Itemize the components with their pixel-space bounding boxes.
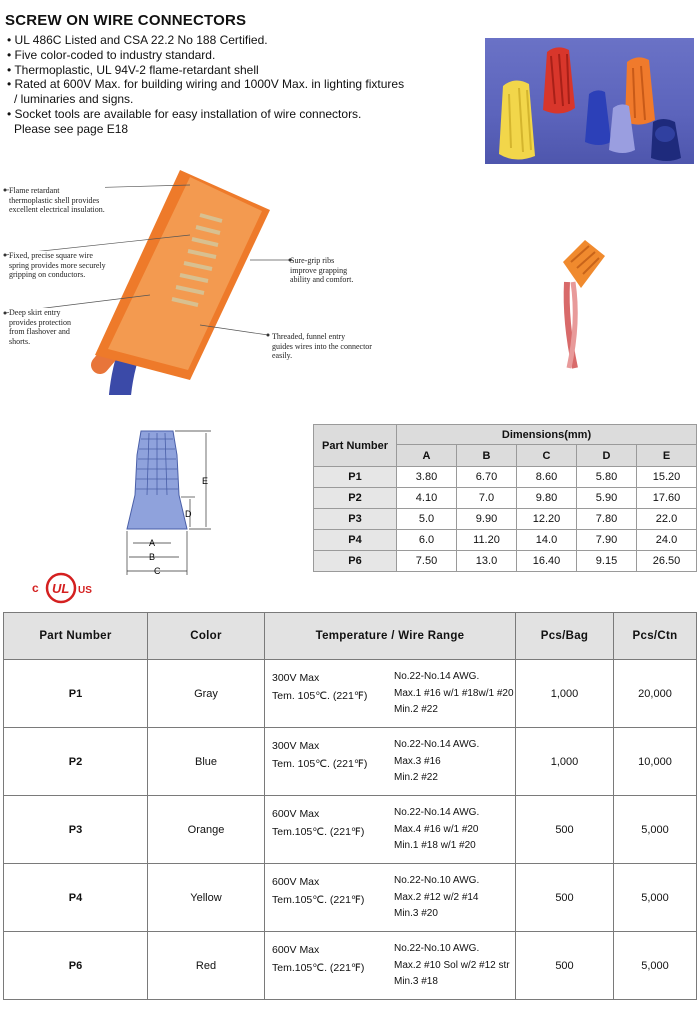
dimension-drawing-svg [115, 425, 225, 580]
dim-value: 7.90 [577, 530, 637, 551]
dim-part: P1 [314, 467, 397, 488]
logo-c: c [32, 581, 39, 595]
specs-ctn: 5,000 [614, 796, 697, 864]
culus-logo-svg [30, 568, 96, 608]
temp-line: Tem. 105℃. (221℉) [272, 758, 368, 770]
range-line: Min.2 #22 [394, 772, 438, 783]
specs-range-cell [265, 932, 516, 1000]
temp-line: 600V Max [272, 808, 320, 820]
dim-label-b: B [149, 552, 156, 562]
dim-value: 26.50 [637, 551, 697, 572]
specs-range-cell [265, 660, 516, 728]
specs-header-color: Color [148, 613, 265, 660]
temp-line: Tem. 105℃. (221℉) [272, 690, 368, 702]
temp-line: Tem.105℃. (221℉) [272, 894, 365, 906]
table-row [4, 796, 697, 864]
callout-sure-grip-ribs: Sure-grip ribs improve grapping ability and comfort. [290, 256, 354, 284]
specs-range-cell [265, 796, 516, 864]
range-line: No.22-No.14 AWG. [394, 671, 480, 682]
range-line: Min.1 #18 w/1 #20 [394, 840, 476, 851]
dim-value: 5.0 [397, 509, 457, 530]
range-line: Min.3 #18 [394, 976, 438, 987]
logo-us: US [78, 585, 92, 596]
dim-part: P6 [314, 551, 397, 572]
callout-threaded-entry: Threaded, funnel entry guides wires into the connector easily. [272, 332, 372, 360]
dim-col-header: D [577, 445, 637, 467]
dim-value: 7.50 [397, 551, 457, 572]
feature-item: • Five color-coded to industry standard. [7, 48, 447, 63]
feature-item: • Rated at 600V Max. for building wiring and 1000V Max. in lighting fixtures [7, 77, 447, 92]
specs-range-cell [265, 864, 516, 932]
specs-header-ctn: Pcs/Ctn [614, 613, 697, 660]
dim-value: 17.60 [637, 488, 697, 509]
dim-value: 7.0 [457, 488, 517, 509]
dim-label-c: C [154, 566, 161, 576]
table-row [314, 551, 697, 572]
dim-value: 12.20 [517, 509, 577, 530]
dim-value: 16.40 [517, 551, 577, 572]
specs-ctn: 5,000 [614, 932, 697, 1000]
dim-part: P2 [314, 488, 397, 509]
dim-value: 5.80 [577, 467, 637, 488]
dim-value: 14.0 [517, 530, 577, 551]
specs-ctn: 5,000 [614, 864, 697, 932]
product-photo [485, 38, 694, 164]
specs-ctn: 20,000 [614, 660, 697, 728]
temp-line: 600V Max [272, 876, 320, 888]
feature-item: • Socket tools are available for easy installation of wire connectors. [7, 107, 447, 122]
temp-line: 300V Max [272, 740, 320, 752]
culus-logo [30, 568, 96, 608]
specs-bag: 1,000 [516, 728, 614, 796]
range-line: Max.2 #10 Sol w/2 #12 str [394, 959, 510, 971]
dim-label-e: E [202, 476, 209, 486]
dim-value: 6.0 [397, 530, 457, 551]
specs-table [3, 612, 697, 1000]
specs-part: P1 [4, 660, 148, 728]
table-row [314, 530, 697, 551]
dim-label-a: A [149, 538, 156, 548]
table-row [4, 932, 697, 1000]
dim-value: 22.0 [637, 509, 697, 530]
feature-item: • UL 486C Listed and CSA 22.2 No 188 Certified. [7, 33, 447, 48]
temp-line: Tem.105℃. (221℉) [272, 826, 365, 838]
specs-bag: 500 [516, 932, 614, 1000]
feature-item-continued: / luminaries and signs. [14, 92, 134, 107]
range-line: No.22-No.10 AWG. [394, 943, 480, 954]
table-row [314, 467, 697, 488]
specs-color: Red [148, 932, 265, 1000]
specs-part: P2 [4, 728, 148, 796]
dim-col-header: B [457, 445, 517, 467]
temp-line: Tem.105℃. (221℉) [272, 962, 365, 974]
dim-value: 9.80 [517, 488, 577, 509]
range-line: Max.2 #12 w/2 #14 [394, 891, 479, 903]
callout-flame-retardant: Flame retardant thermoplastic shell provides excellent electrical insulation. [9, 186, 105, 214]
specs-header-bag: Pcs/Bag [516, 613, 614, 660]
dim-value: 7.80 [577, 509, 637, 530]
dim-value: 11.20 [457, 530, 517, 551]
range-line: No.22-No.14 AWG. [394, 739, 480, 750]
page-title: SCREW ON WIRE CONNECTORS [5, 12, 247, 29]
orange-connector-drawing [545, 232, 625, 372]
dimension-drawing [115, 425, 225, 580]
range-line: Min.3 #20 [394, 908, 438, 919]
range-line: Min.2 #22 [394, 704, 438, 715]
dim-col-header: A [397, 445, 457, 467]
callout-deep-skirt: Deep skirt entry provides protection from flashover and shorts. [9, 308, 71, 346]
dim-part: P4 [314, 530, 397, 551]
specs-color: Blue [148, 728, 265, 796]
specs-color: Orange [148, 796, 265, 864]
table-row [314, 509, 697, 530]
range-line: Max.1 #16 w/1 #18w/1 #20 [394, 687, 514, 699]
table-row [4, 728, 697, 796]
specs-part: P3 [4, 796, 148, 864]
feature-item: • Thermoplastic, UL 94V-2 flame-retardant shell [7, 63, 447, 78]
range-line: No.22-No.10 AWG. [394, 875, 480, 886]
dim-value: 15.20 [637, 467, 697, 488]
feature-list [7, 33, 447, 137]
specs-header-part: Part Number [4, 613, 148, 660]
specs-bag: 500 [516, 864, 614, 932]
specs-color: Yellow [148, 864, 265, 932]
table-row [314, 488, 697, 509]
dim-part: P3 [314, 509, 397, 530]
callout-square-wire-spring: Fixed, precise square wire spring provides more securely gripping on conductors. [9, 251, 106, 279]
dim-group-header: Dimensions(mm) [397, 425, 697, 445]
specs-range-cell [265, 728, 516, 796]
orange-connector-image [545, 232, 625, 372]
logo-ul: UL [52, 581, 70, 596]
specs-ctn: 10,000 [614, 728, 697, 796]
specs-color: Gray [148, 660, 265, 728]
dim-value: 13.0 [457, 551, 517, 572]
dim-col-header: E [637, 445, 697, 467]
specs-bag: 500 [516, 796, 614, 864]
dimensions-table [313, 424, 697, 572]
specs-part: P6 [4, 932, 148, 1000]
dim-value: 24.0 [637, 530, 697, 551]
feature-item-continued: Please see page E18 [14, 121, 129, 136]
cutaway-illustration [0, 165, 420, 395]
dim-value: 5.90 [577, 488, 637, 509]
table-row [4, 864, 697, 932]
specs-header-range: Temperature / Wire Range [265, 613, 516, 660]
range-line: Max.3 #16 [394, 755, 441, 767]
range-line: No.22-No.14 AWG. [394, 807, 480, 818]
dim-col-header: C [517, 445, 577, 467]
dim-value: 9.15 [577, 551, 637, 572]
dim-label-d: D [185, 509, 192, 519]
connectors-photo-illustration [485, 38, 694, 164]
temp-line: 300V Max [272, 672, 320, 684]
dim-value: 3.80 [397, 467, 457, 488]
table-row [4, 660, 697, 728]
dim-value: 4.10 [397, 488, 457, 509]
dim-value: 8.60 [517, 467, 577, 488]
dim-part-header: Part Number [314, 425, 397, 467]
temp-line: 600V Max [272, 944, 320, 956]
dim-value: 9.90 [457, 509, 517, 530]
range-line: Max.4 #16 w/1 #20 [394, 823, 479, 835]
dim-value: 6.70 [457, 467, 517, 488]
specs-bag: 1,000 [516, 660, 614, 728]
specs-part: P4 [4, 864, 148, 932]
